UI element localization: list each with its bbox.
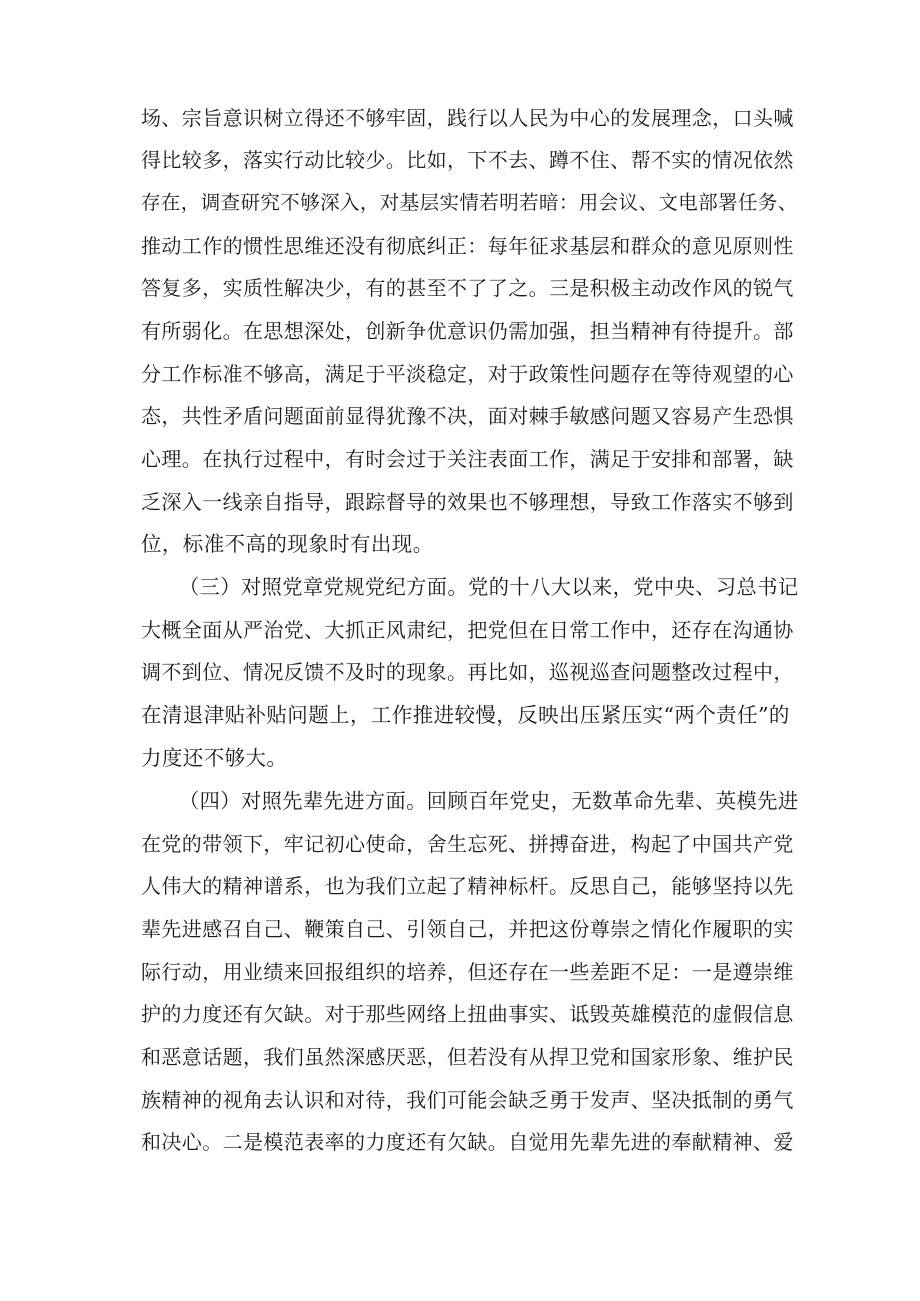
- text-line: 和恶意话题，我们虽然深感厌恶，但若没有从捍卫党和国家形象、维护民: [141, 1045, 794, 1069]
- text-line: 存在，调查研究不够深入，对基层实情若明若暗：用会议、文电部署任务、: [141, 191, 798, 214]
- text-line: 答复多，实质性解决少，有的甚至不了了之。三是积极主动改作风的锐气: [141, 276, 794, 300]
- text-line: 大概全面从严治党、大抓正风肃纪，把党但在日常工作中，还存在沟通协: [141, 618, 794, 642]
- text-line: （四）对照先辈先进方面。回顾百年党史，无数革命先辈、英模先进: [179, 789, 799, 813]
- text-line: 推动工作的惯性思维还没有彻底纠正：每年征求基层和群众的意见原则性: [141, 234, 794, 258]
- text-line: 辈先进感召自己、鞭策自己、引领自己，并把这份尊崇之情化作履职的实: [141, 917, 794, 941]
- text-line: 力度还不够大。: [141, 746, 288, 770]
- text-line: 场、宗旨意识树立得还不够牢固，践行以人民为中心的发展理念，口头喊: [141, 106, 794, 130]
- text-line: 心理。在执行过程中，有时会过于关注表面工作，满足于安排和部署，缺: [141, 447, 794, 471]
- text-line: 和决心。二是模范表率的力度还有欠缺。自觉用先辈先进的奉献精神、爱: [141, 1130, 794, 1154]
- text-line: （三）对照党章党规党纪方面。党的十八大以来，党中央、习总书记: [179, 575, 799, 599]
- text-line: 乏深入一线亲自指导，跟踪督导的效果也不够理想，导致工作落实不够到: [141, 490, 794, 514]
- text-line: 有所弱化。在思想深处，创新争优意识仍需加强，担当精神有待提升。部: [141, 319, 794, 343]
- text-line: 得比较多，落实行动比较少。比如，下不去、蹲不住、帮不实的情况依然: [141, 148, 794, 172]
- text-line: 际行动，用业绩来回报组织的培养，但还存在一些差距不足：一是遵崇维: [141, 960, 794, 984]
- text-line: 在党的带领下，牢记初心使命，舍生忘死、拼搏奋进，构起了中国共产党: [141, 832, 794, 856]
- text-line: 族精神的视角去认识和对待，我们可能会缺乏勇于发声、坚决抵制的勇气: [141, 1088, 794, 1112]
- text-line: 位，标准不高的现象时有出现。: [141, 532, 434, 556]
- text-line: 护的力度还有欠缺。对于那些网络上扭曲事实、诋毁英雄模范的虚假信息: [141, 1002, 794, 1026]
- text-line: 态，共性矛盾问题面前显得犹豫不决，面对棘手敏感问题又容易产生恐惧: [141, 404, 794, 428]
- text-line: 分工作标准不够高，满足于平淡稳定，对于政策性问题存在等待观望的心: [141, 362, 794, 386]
- text-line: 人伟大的精神谱系，也为我们立起了精神标杆。反思自己，能够坚持以先: [141, 874, 794, 898]
- text-line: 调不到位、情况反馈不及时的现象。再比如，巡视巡查问题整改过程中，: [141, 660, 794, 684]
- text-line: 在清退津贴补贴问题上，工作推进较慢，反映出压紧压实“两个责任”的: [141, 703, 790, 727]
